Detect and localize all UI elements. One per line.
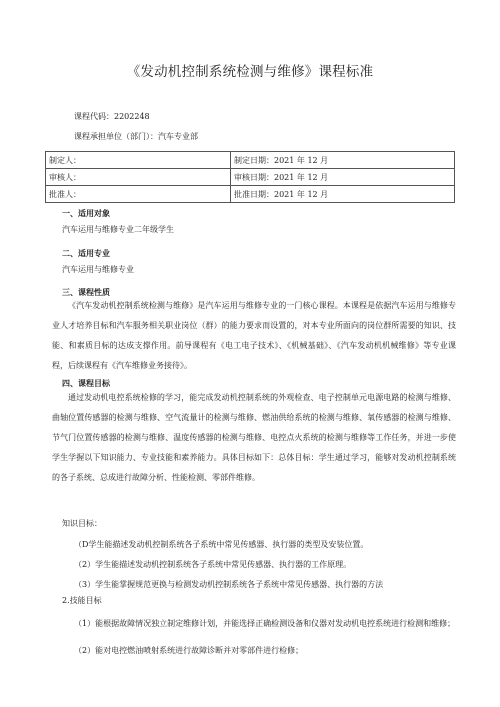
section-heading: 四、课程目标 (62, 378, 110, 388)
table-row (46, 186, 455, 203)
section-body: 《汽车发动机控制系统检测与维修》是汽车运用与维修专业的一门核心课程。本课程是依据汽车运用与维修专业人才培养目标和汽车服务相关职业岗位（群）的能力要求而设置的，对本专业所面向的岗位群所需要的知识、技能、和素质目标的达成支撑作用。前导课程有《电工电子技术》、《机械基础》、《汽车发动机机械维修》等专业课程，后续课程有《汽车维修业务接待》。 (52, 301, 456, 370)
section-body: 通过发动机电控系统检修的学习，能完成发动机控制系统的外观检查、电子控制单元电源电路的检测与维修、曲轴位置传感器的检测与维修、空气流量计的检测与维修、燃油供给系统的检测与维修、氧传感器的检测与维修、节气门位置传感器的检测与维修、温度传感器的检测与维修、电控点火系统的检测与维修等工作任务，并进一步使学生学握以下知识能力、专业技能和素养能力。具体目标如下：总体目标：学生通过学习，能够对发动机控制系统的各子系统、总成进行故障分析、性能检测、零部件维修。 (52, 393, 456, 482)
list-item: （2）学生能描述发动机控制系统各子系统中常见传感器、执行器的工作原理。 (74, 560, 352, 569)
list-item: （2）能对电控燃油喷射系统进行故障诊断并对零部件进行检修； (74, 646, 304, 655)
table-cell: 批准人： (46, 186, 231, 203)
list-item: （1）能根据故障情况独立制定维修计划，并能选择正确检测设备和仪器对发动机电控系统进行检测和维修； (74, 619, 456, 628)
list-item: （D学生能描述发动机控制系统各子系统中常见传感器、执行器的类型及安装位置。 (74, 540, 369, 549)
table-cell: 制定人： (46, 152, 231, 169)
table-cell: 批准日期：2021 年 12 月 (231, 186, 455, 203)
section-heading: 三、课程性质 (62, 287, 110, 297)
knowledge-goals-label: 知识目标： (62, 519, 102, 528)
skill-goals-label: 2.技能目标 (62, 596, 102, 605)
section-body: 汽车运用与维修专业二年级学生 (62, 225, 174, 234)
course-code: 课程代码：2202248 (74, 112, 150, 121)
table-row (46, 152, 455, 169)
table-cell: 审核日期：2021 年 12 月 (231, 169, 455, 186)
page-title: 《发动机控制系统检测与维修》课程标准 (126, 64, 374, 80)
table-row (46, 169, 455, 186)
section-heading: 二、适用专业 (62, 248, 110, 258)
table-cell: 审核人： (46, 169, 231, 186)
course-department: 课程承担单位（部门）：汽车专业部 (74, 132, 198, 141)
approval-table (45, 151, 455, 203)
table-cell: 制定日期：2021 年 12 月 (231, 152, 455, 169)
section-heading: 一、适用对象 (62, 208, 110, 218)
list-item: （3）学生能掌握规范更换与检测发动机控制系统各子系统中常见传感器、执行器的方法 (74, 580, 384, 589)
section-body: 汽车运用与维修专业 (62, 265, 134, 274)
